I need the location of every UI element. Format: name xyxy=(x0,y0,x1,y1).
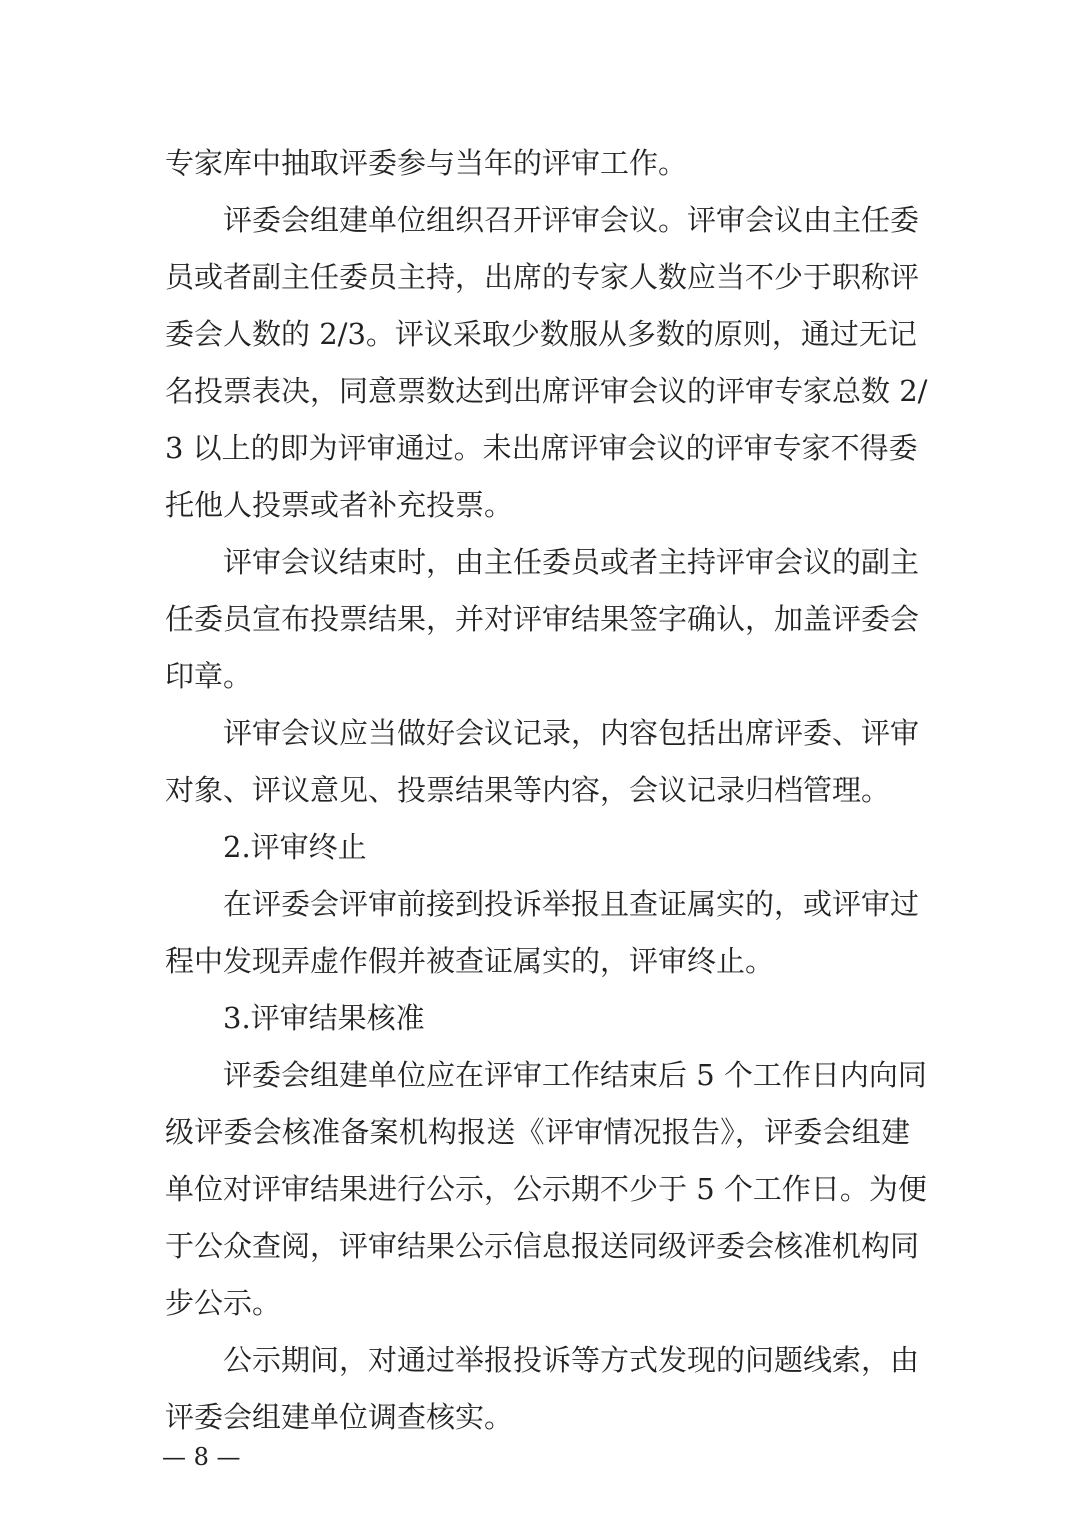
body-line: 评委会组建单位组织召开评审会议。评审会议由主任委 xyxy=(223,203,920,237)
body-line: 单位对评审结果进行公示，公示期不少于 5 个工作日。为便 xyxy=(165,1172,927,1206)
body-line: 评委会组建单位应在评审工作结束后 5 个工作日内向同 xyxy=(223,1058,927,1092)
body-line: 评审会议应当做好会议记录，内容包括出席评委、评审 xyxy=(223,716,920,750)
body-line: 程中发现弄虚作假并被查证属实的，评审终止。 xyxy=(165,944,775,978)
section-heading: 3.评审结果核准 xyxy=(223,1001,425,1035)
body-line: 托他人投票或者补充投票。 xyxy=(165,488,514,522)
body-line: 评审会议结束时，由主任委员或者主持评审会议的副主 xyxy=(223,545,920,579)
body-line: 3 以上的即为评审通过。未出席评审会议的评审专家不得委 xyxy=(165,431,918,465)
body-line: 公示期间，对通过举报投诉等方式发现的问题线索，由 xyxy=(223,1343,920,1377)
body-line: 对象、评议意见、投票结果等内容，会议记录归档管理。 xyxy=(165,773,891,807)
page-number: — 8 — xyxy=(162,1443,241,1471)
body-line: 名投票表决，同意票数达到出席评审会议的评审专家总数 2/ xyxy=(165,374,928,408)
body-line: 委会人数的 2/3。评议采取少数服从多数的原则，通过无记 xyxy=(165,317,917,351)
body-line: 印章。 xyxy=(165,659,253,693)
section-heading: 2.评审终止 xyxy=(223,830,367,864)
body-line: 评委会组建单位调查核实。 xyxy=(165,1400,514,1434)
body-line: 员或者副主任委员主持，出席的专家人数应当不少于职称评 xyxy=(165,260,920,294)
body-line: 于公众查阅，评审结果公示信息报送同级评委会核准机构同 xyxy=(165,1229,920,1263)
body-line: 在评委会评审前接到投诉举报且查证属实的，或评审过 xyxy=(223,887,920,921)
body-line: 步公示。 xyxy=(165,1286,282,1320)
body-line: 任委员宣布投票结果，并对评审结果签字确认，加盖评委会 xyxy=(165,602,920,636)
body-line: 级评委会核准备案机构报送《评审情况报告》，评委会组建 xyxy=(165,1115,910,1149)
body-line: 专家库中抽取评委参与当年的评审工作。 xyxy=(165,146,688,180)
